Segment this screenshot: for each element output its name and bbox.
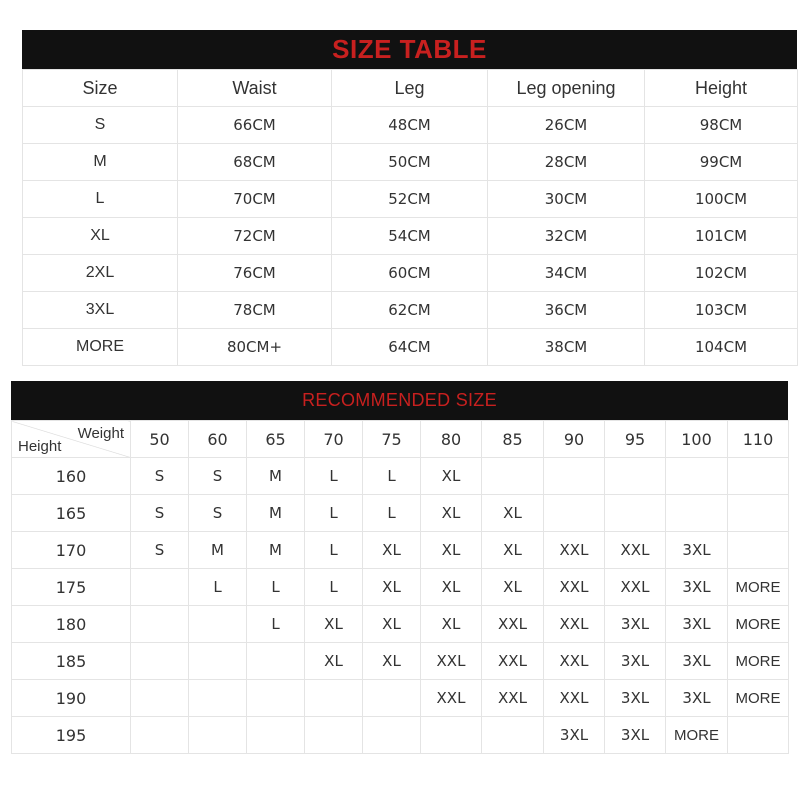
recommended-size-cell: [482, 458, 544, 495]
size-table-row: [23, 329, 798, 366]
size-table-cell: 36CM: [488, 292, 645, 329]
recommended-size-cell: XXL: [421, 643, 482, 680]
size-table-title: SIZE TABLE: [22, 30, 797, 69]
size-table-row: [23, 218, 798, 255]
recommended-size-table: [11, 420, 789, 754]
recommended-size-cell: S: [131, 532, 189, 569]
recommended-size-cell: XL: [421, 495, 482, 532]
recommended-size-cell: S: [131, 495, 189, 532]
recommended-size-cell: [247, 680, 305, 717]
recommended-size-cell: XL: [363, 643, 421, 680]
recommended-size-cell: L: [305, 495, 363, 532]
recommended-row: [12, 717, 789, 754]
size-table-cell: 100CM: [645, 181, 798, 218]
recommended-size-cell: XXL: [544, 643, 605, 680]
weight-header-cell: 80: [421, 421, 482, 458]
size-label-cell: L: [23, 181, 178, 218]
height-cell: 160: [12, 458, 131, 495]
recommended-size-cell: [131, 717, 189, 754]
recommended-size-cell: 3XL: [605, 643, 666, 680]
size-table-cell: 104CM: [645, 329, 798, 366]
recommended-size-cell: [421, 717, 482, 754]
size-table-cell: 78CM: [178, 292, 332, 329]
recommended-row: [12, 606, 789, 643]
recommended-size-cell: L: [247, 606, 305, 643]
recommended-size-cell: XXL: [605, 569, 666, 606]
recommended-size-cell: 3XL: [666, 569, 728, 606]
recommended-size-cell: MORE: [728, 680, 789, 717]
size-table-row: [23, 292, 798, 329]
size-table-cell: 26CM: [488, 107, 645, 144]
recommended-size-cell: M: [247, 495, 305, 532]
weight-header-cell: 50: [131, 421, 189, 458]
size-table-cell: 28CM: [488, 144, 645, 181]
size-table-cell: 30CM: [488, 181, 645, 218]
size-table-cell: 70CM: [178, 181, 332, 218]
size-label-cell: 3XL: [23, 292, 178, 329]
recommended-size-cell: XL: [421, 458, 482, 495]
height-cell: 180: [12, 606, 131, 643]
recommended-size-cell: [131, 569, 189, 606]
height-cell: 195: [12, 717, 131, 754]
recommended-size-cell: L: [247, 569, 305, 606]
size-label-cell: M: [23, 144, 178, 181]
recommended-row: [12, 458, 789, 495]
recommended-size-cell: [728, 458, 789, 495]
recommended-size-cell: [305, 717, 363, 754]
recommended-size-cell: XL: [482, 532, 544, 569]
recommended-size-cell: [247, 717, 305, 754]
recommended-size-cell: [666, 458, 728, 495]
recommended-size-cell: XL: [363, 569, 421, 606]
recommended-size-cell: XXL: [544, 606, 605, 643]
recommended-size-cell: XXL: [482, 606, 544, 643]
recommended-size-cell: XXL: [544, 532, 605, 569]
size-table-cell: 66CM: [178, 107, 332, 144]
size-table-cell: 80CM+: [178, 329, 332, 366]
recommended-size-cell: S: [189, 495, 247, 532]
recommended-row: [12, 569, 789, 606]
recommended-size-cell: [189, 680, 247, 717]
recommended-row: [12, 643, 789, 680]
recommended-size-cell: [247, 643, 305, 680]
weight-header-cell: 65: [247, 421, 305, 458]
weight-header-cell: 75: [363, 421, 421, 458]
size-table-cell: 34CM: [488, 255, 645, 292]
recommended-size-cell: MORE: [666, 717, 728, 754]
recommended-size-cell: MORE: [728, 569, 789, 606]
recommended-size-cell: [482, 717, 544, 754]
size-table-cell: 102CM: [645, 255, 798, 292]
weight-header-cell: 70: [305, 421, 363, 458]
recommended-size-cell: XL: [363, 532, 421, 569]
recommended-size-cell: XL: [305, 643, 363, 680]
recommended-size-cell: XXL: [544, 680, 605, 717]
size-table-cell: 68CM: [178, 144, 332, 181]
recommended-size-cell: 3XL: [666, 606, 728, 643]
recommended-size-cell: XL: [482, 569, 544, 606]
recommended-row: [12, 532, 789, 569]
size-table-cell: 50CM: [332, 144, 488, 181]
size-table-cell: 76CM: [178, 255, 332, 292]
recommended-size-cell: XL: [305, 606, 363, 643]
recommended-size-cell: [605, 495, 666, 532]
recommended-size-cell: XXL: [544, 569, 605, 606]
recommended-size-cell: 3XL: [544, 717, 605, 754]
size-table-cell: 103CM: [645, 292, 798, 329]
recommended-size-cell: M: [189, 532, 247, 569]
recommended-size-cell: S: [189, 458, 247, 495]
recommended-size-cell: 3XL: [666, 680, 728, 717]
recommended-size-cell: L: [305, 458, 363, 495]
recommended-size-cell: L: [363, 458, 421, 495]
weight-header-cell: 95: [605, 421, 666, 458]
size-table-cell: 38CM: [488, 329, 645, 366]
recommended-size-cell: [728, 717, 789, 754]
size-table-cell: 52CM: [332, 181, 488, 218]
recommended-size-cell: 3XL: [666, 532, 728, 569]
recommended-size-cell: [544, 458, 605, 495]
size-table-header-cell: Leg: [332, 70, 488, 107]
size-table-row: [23, 144, 798, 181]
recommended-size-cell: [605, 458, 666, 495]
size-table-row: [23, 181, 798, 218]
height-axis-label: Height: [18, 438, 62, 455]
recommended-size-cell: L: [189, 569, 247, 606]
recommended-size-cell: S: [131, 458, 189, 495]
recommended-size-cell: XXL: [421, 680, 482, 717]
height-cell: 175: [12, 569, 131, 606]
recommended-size-cell: [666, 495, 728, 532]
weight-header-cell: 60: [189, 421, 247, 458]
recommended-size-cell: [189, 606, 247, 643]
recommended-size-cell: [728, 532, 789, 569]
recommended-size-cell: MORE: [728, 643, 789, 680]
recommended-header-row: [12, 421, 789, 458]
size-table-cell: 98CM: [645, 107, 798, 144]
weight-height-corner-cell: [12, 421, 131, 458]
size-label-cell: XL: [23, 218, 178, 255]
recommended-size-cell: [131, 643, 189, 680]
recommended-size-cell: [189, 717, 247, 754]
size-table-header-cell: Waist: [178, 70, 332, 107]
recommended-size-cell: 3XL: [605, 680, 666, 717]
recommended-size-cell: 3XL: [605, 606, 666, 643]
size-table-header-cell: Leg opening: [488, 70, 645, 107]
size-table-cell: 54CM: [332, 218, 488, 255]
height-cell: 190: [12, 680, 131, 717]
size-table-cell: 72CM: [178, 218, 332, 255]
recommended-size-cell: XL: [421, 606, 482, 643]
recommended-row: [12, 680, 789, 717]
recommended-size-cell: XXL: [482, 680, 544, 717]
recommended-size-cell: [544, 495, 605, 532]
size-table-row: [23, 107, 798, 144]
size-table-row: [23, 255, 798, 292]
size-table-cell: 101CM: [645, 218, 798, 255]
height-cell: 170: [12, 532, 131, 569]
size-label-cell: S: [23, 107, 178, 144]
recommended-size-cell: L: [305, 569, 363, 606]
weight-header-cell: 85: [482, 421, 544, 458]
recommended-size-cell: [131, 680, 189, 717]
recommended-size-cell: XL: [421, 532, 482, 569]
weight-header-cell: 90: [544, 421, 605, 458]
size-label-cell: MORE: [23, 329, 178, 366]
recommended-size-cell: XL: [363, 606, 421, 643]
recommended-size-cell: [728, 495, 789, 532]
size-table-header-cell: Size: [23, 70, 178, 107]
weight-header-cell: 110: [728, 421, 789, 458]
recommended-size-cell: M: [247, 532, 305, 569]
recommended-size-cell: [363, 680, 421, 717]
size-table-cell: 99CM: [645, 144, 798, 181]
recommended-size-cell: XL: [482, 495, 544, 532]
height-cell: 185: [12, 643, 131, 680]
size-table: [22, 69, 798, 366]
recommended-size-cell: M: [247, 458, 305, 495]
weight-header-cell: 100: [666, 421, 728, 458]
size-table-header-row: [23, 70, 798, 107]
recommended-size-title: RECOMMENDED SIZE: [11, 381, 788, 420]
recommended-size-cell: [131, 606, 189, 643]
recommended-size-cell: XXL: [605, 532, 666, 569]
size-label-cell: 2XL: [23, 255, 178, 292]
size-table-cell: 62CM: [332, 292, 488, 329]
recommended-size-cell: 3XL: [666, 643, 728, 680]
recommended-size-cell: L: [305, 532, 363, 569]
size-table-cell: 64CM: [332, 329, 488, 366]
recommended-size-cell: L: [363, 495, 421, 532]
size-table-header-cell: Height: [645, 70, 798, 107]
recommended-size-cell: [363, 717, 421, 754]
recommended-size-cell: MORE: [728, 606, 789, 643]
size-table-cell: 48CM: [332, 107, 488, 144]
recommended-size-cell: [305, 680, 363, 717]
size-table-cell: 60CM: [332, 255, 488, 292]
recommended-row: [12, 495, 789, 532]
recommended-size-cell: 3XL: [605, 717, 666, 754]
recommended-size-cell: XXL: [482, 643, 544, 680]
height-cell: 165: [12, 495, 131, 532]
recommended-size-cell: XL: [421, 569, 482, 606]
size-table-cell: 32CM: [488, 218, 645, 255]
weight-axis-label: Weight: [77, 425, 124, 442]
recommended-size-cell: [189, 643, 247, 680]
